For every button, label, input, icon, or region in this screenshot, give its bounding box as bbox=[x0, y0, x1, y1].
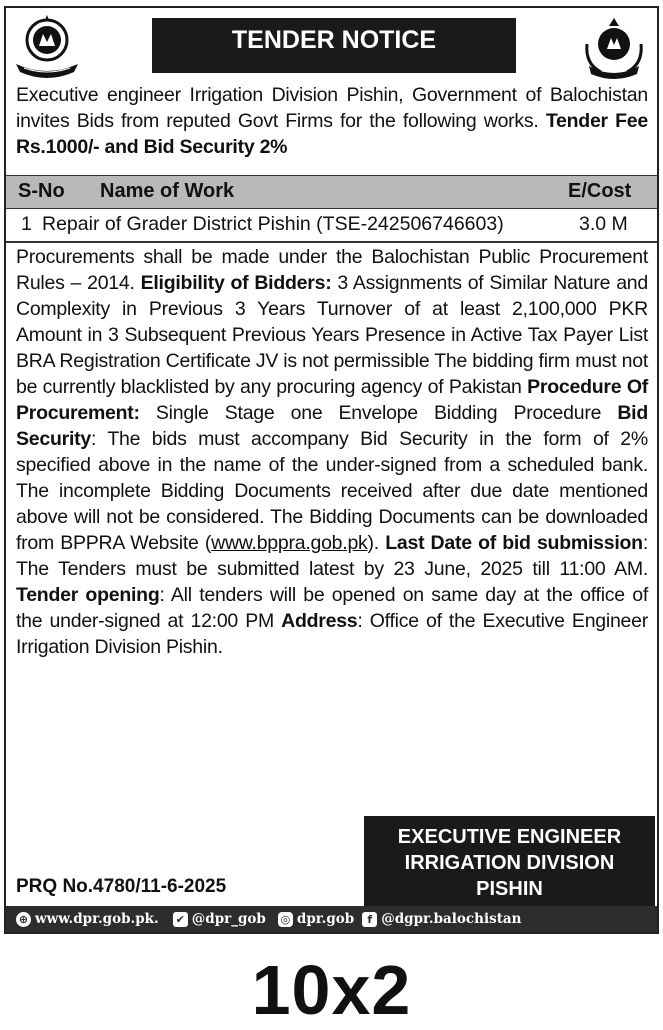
tender-opening-heading: Tender opening bbox=[16, 584, 160, 606]
footer-twitter[interactable] bbox=[173, 911, 266, 927]
balochistan-government-logo-left bbox=[12, 12, 82, 82]
footer-website[interactable] bbox=[16, 911, 159, 927]
col-ecost: E/Cost bbox=[568, 180, 632, 202]
tender-notice-advert bbox=[4, 6, 659, 934]
website-close-text: ). bbox=[367, 532, 386, 554]
address-text: : Office of the Executive Engineer Irrigation Division Pishin. bbox=[16, 610, 648, 658]
tender-notice-title: TENDER NOTICE bbox=[152, 18, 516, 73]
instagram-handle: dpr.gob bbox=[296, 911, 355, 927]
footer-instagram[interactable] bbox=[278, 911, 354, 927]
col-sno: S-No bbox=[18, 180, 65, 202]
footer-facebook[interactable] bbox=[362, 911, 521, 927]
row-name-of-work: Repair of Grader District Pishin (TSE-242506746603) bbox=[42, 213, 504, 235]
procedure-heading: Procedure Of Procurement: bbox=[16, 376, 648, 424]
signature-block bbox=[364, 816, 655, 908]
twitter-handle: @dpr_gob bbox=[191, 911, 266, 927]
intro-paragraph bbox=[16, 82, 648, 160]
facebook-icon: f bbox=[362, 912, 377, 927]
last-date-heading: Last Date of bid submission bbox=[385, 532, 643, 554]
row-sno: 1 bbox=[21, 213, 32, 235]
row-ecost: 3.0 M bbox=[579, 213, 628, 235]
procurement-rules-text: Procurements shall be made under the Balochistan Public Procurement Rules – 2014. bbox=[16, 246, 648, 294]
globe-icon: ⊕ bbox=[16, 912, 31, 927]
intro-text: Executive engineer Irrigation Division Pishin, Government of Balochistan invites Bids from reputed Govt Firms for the following works. bbox=[16, 84, 648, 132]
dgpr-balochistan-logo-right bbox=[579, 14, 649, 84]
signature-line-3: PISHIN bbox=[476, 878, 543, 900]
tender-opening-text: : All tenders will be opened on same day at the office of the under-signed at 12:00 PM bbox=[16, 584, 648, 632]
instagram-icon: ◎ bbox=[278, 912, 293, 927]
eligibility-heading: Eligibility of Bidders: bbox=[140, 272, 332, 294]
signature-line-2: IRRIGATION DIVISION bbox=[404, 852, 615, 874]
col-name-of-work: Name of Work bbox=[100, 180, 235, 202]
twitter-icon: ✔ bbox=[173, 912, 188, 927]
bid-security-heading: Bid Security bbox=[16, 402, 648, 450]
bid-security-text: : The bids must accompany Bid Security in the form of 2% specified above in the name of the under-signed from a scheduled bank. The incomplete Bidding Documents received after due date mentioned above will not be considered. The Bidding Documents can be downloaded from BPPRA Website ( bbox=[16, 428, 648, 554]
table-row bbox=[6, 208, 657, 243]
eligibility-text: 3 Assignments of Similar Nature and Complexity in Previous 3 Years Turnover of at least 2,100,000 PKR Amount in 3 Subsequent Previous Years Presence in Active Tax Payer List BRA Registration Certificate JV is not permissible The bidding firm must not be currently blacklisted by any procuring agency of Pakistan bbox=[16, 272, 648, 398]
works-table-header bbox=[6, 175, 657, 209]
last-date-text: : The Tenders must be submitted latest by 23 June, 2025 till 11:00 AM. bbox=[16, 532, 648, 580]
facebook-handle: @dgpr.balochistan bbox=[381, 911, 522, 927]
bppra-website-link[interactable]: www.bppra.gob.pk bbox=[211, 532, 368, 554]
signature-line-1: EXECUTIVE ENGINEER bbox=[397, 826, 622, 848]
ad-size-label: 10x2 bbox=[251, 951, 412, 1029]
tender-details-paragraph bbox=[16, 244, 648, 660]
address-heading: Address bbox=[281, 610, 358, 632]
social-footer bbox=[6, 906, 657, 932]
website-text: www.dpr.gob.pk. bbox=[35, 911, 159, 927]
procedure-text: Single Stage one Envelope Bidding Procedure bbox=[139, 402, 618, 424]
prq-number: PRQ No.4780/11-6-2025 bbox=[16, 876, 227, 897]
tender-fee: Tender Fee Rs.1000/- and Bid Security 2% bbox=[16, 110, 648, 158]
